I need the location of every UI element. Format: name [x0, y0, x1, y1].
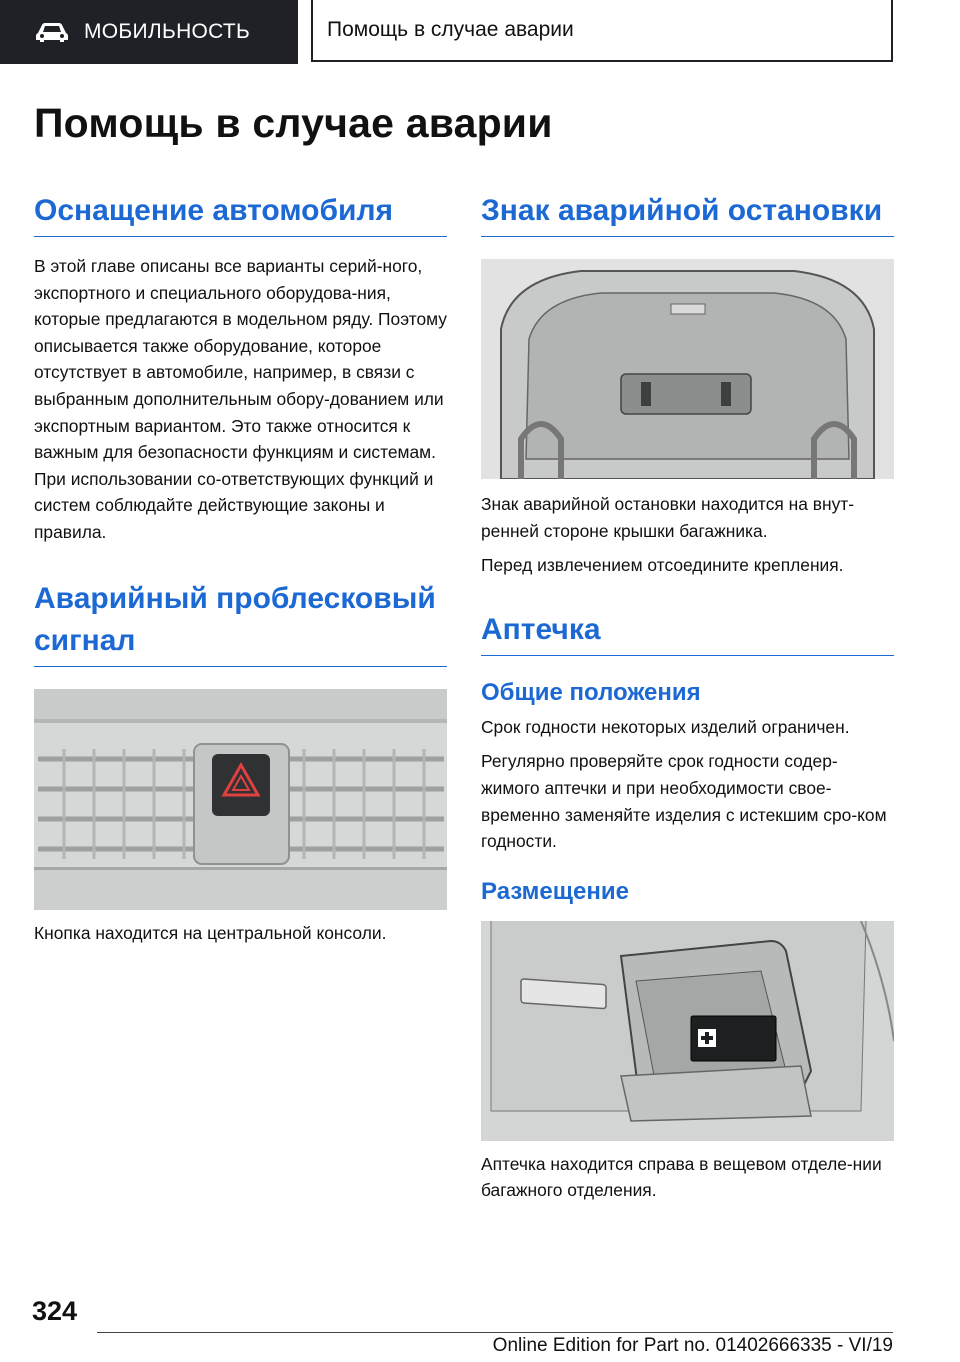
- warning-triangle-figure: [481, 259, 894, 479]
- section-tab-label: МОБИЛЬНОСТЬ: [84, 20, 251, 43]
- page-number: 324: [32, 1296, 78, 1326]
- location-heading: Размещение: [481, 877, 629, 905]
- right-column: [481, 190, 894, 1204]
- equipment-heading: Оснащение автомобиля: [34, 190, 447, 237]
- equipment-text: В этой главе описаны все варианты серий-ного, экспортного и специального оборудова-ния, которые предлагаются в модельном ряду. Поэтому описывается также оборудование, которое отсутствует в автомобиле, например, в связи с выбранным дополнительным обору-дованием или экспортным вариантом. Это также относится к важным для безопасности функциям и системам. При использовании со-ответствующих функций и систем соблюдайте действующие законы и правила.: [34, 256, 447, 542]
- triangle-heading: Знак аварийной остановки: [481, 190, 894, 237]
- hazard-heading: Аварийный проблесковый сигнал: [34, 578, 447, 667]
- general-heading: Общие положения: [481, 678, 701, 706]
- left-column: [34, 190, 447, 946]
- car-icon: [34, 21, 70, 43]
- breadcrumb[interactable]: [311, 0, 893, 62]
- general-text-2: Регулярно проверяйте срок годности содер-жимого аптечки и при необходимости свое-временно заменяйте изделия с истекшим сро-ком годности.: [481, 751, 887, 852]
- hazard-button-figure: [34, 689, 447, 910]
- first-aid-kit-figure: [481, 921, 894, 1141]
- top-header: [0, 0, 960, 66]
- breadcrumb-label: Помощь в случае аварии: [327, 18, 574, 41]
- hazard-caption: Кнопка находится на центральной консоли.: [34, 922, 387, 943]
- edition-note: Online Edition for Part no. 01402666335 - VI/19: [492, 1335, 893, 1356]
- first-aid-heading: Аптечка: [481, 609, 894, 656]
- page-title: Помощь в случае аварии: [34, 100, 553, 146]
- footer-divider: [97, 1332, 893, 1333]
- triangle-caption-location: Знак аварийной остановки находится на внут-ренней стороне крышки багажника.: [481, 494, 855, 541]
- triangle-caption-detach: Перед извлечением отсоедините крепления.: [481, 555, 844, 576]
- section-tab-mobility[interactable]: [0, 0, 298, 64]
- location-caption: Аптечка находится справа в вещевом отделе-нии багажного отделения.: [481, 1153, 882, 1201]
- general-text-1: Срок годности некоторых изделий ограничен.: [481, 716, 850, 737]
